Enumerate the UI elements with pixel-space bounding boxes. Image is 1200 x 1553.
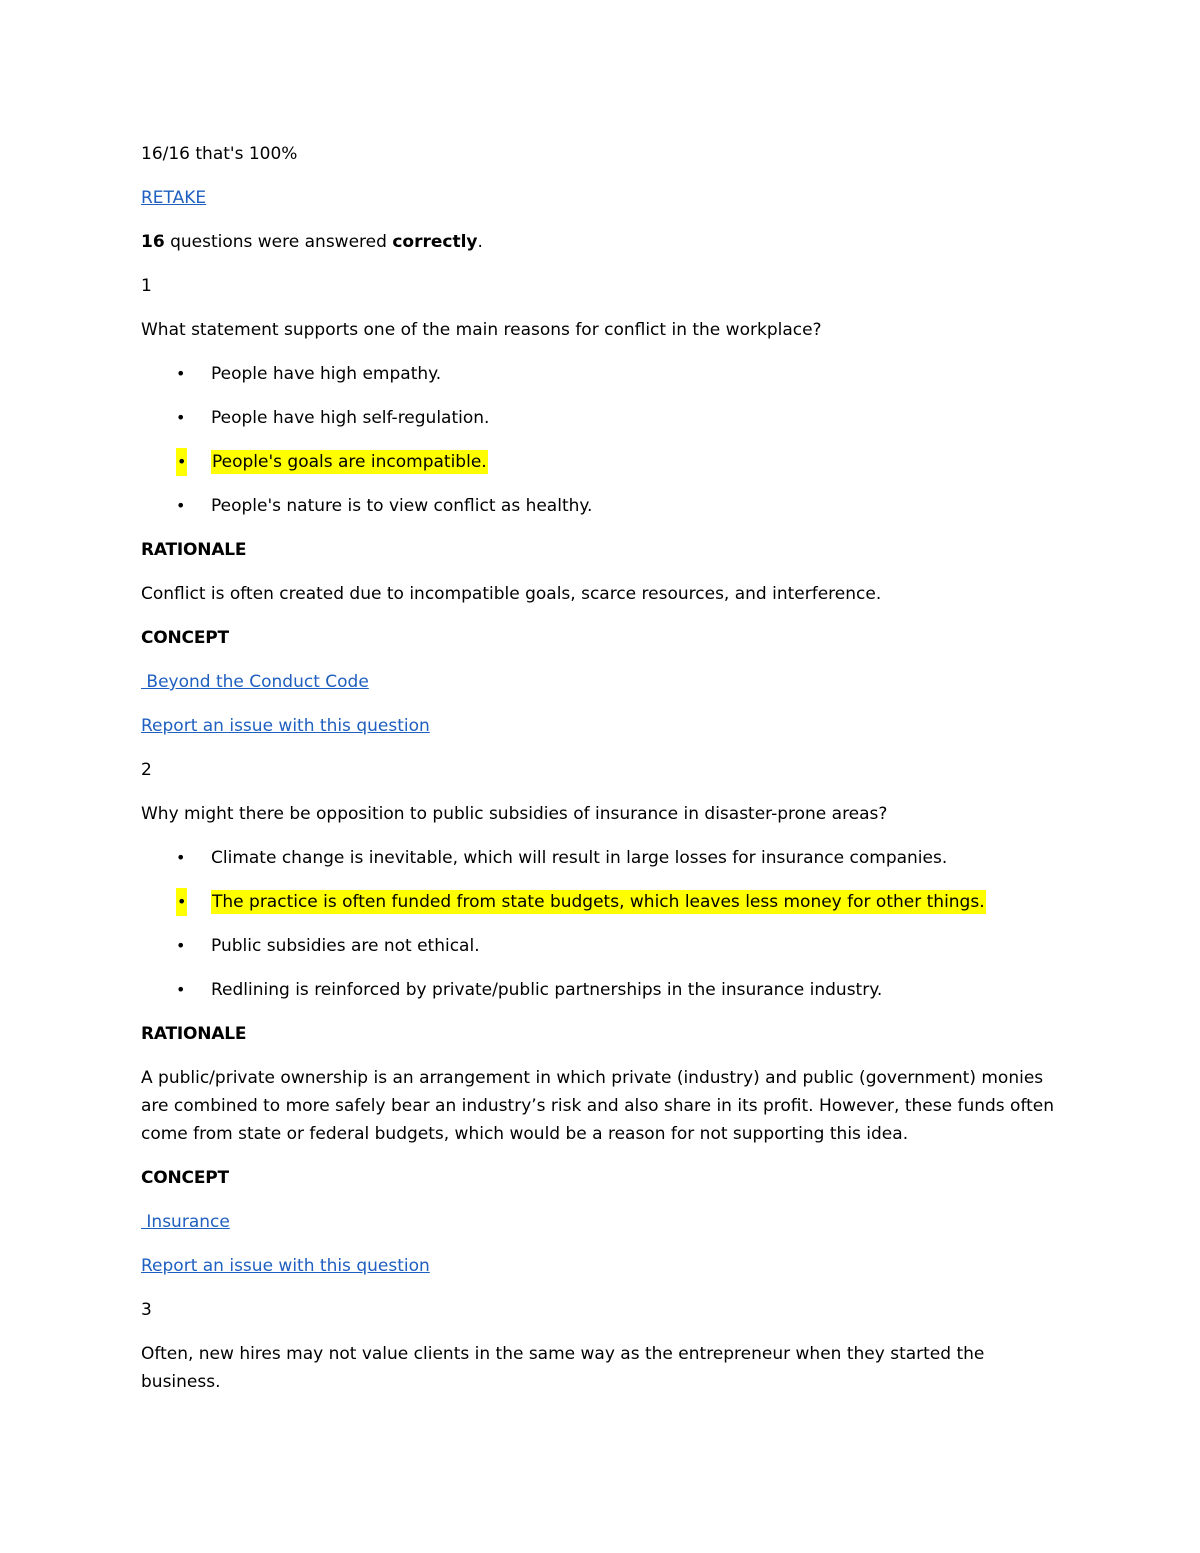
retake-paragraph — [141, 184, 1061, 212]
bullet-icon: • — [176, 936, 186, 955]
answer-option-text: People have high self-regulation. — [211, 408, 490, 428]
summary-end: . — [477, 232, 483, 252]
answer-option-text: People have high empathy. — [211, 364, 442, 384]
answer-option-text: The practice is often funded from state budgets, which leaves less money for other things. — [212, 892, 985, 912]
concept-link[interactable]: Beyond the Conduct Code — [141, 672, 369, 692]
summary-mid: questions were answered — [164, 232, 393, 252]
bullet-icon: • — [176, 848, 186, 867]
answer-option-text: Climate change is inevitable, which will result in large losses for insurance companies. — [211, 848, 948, 868]
answer-option-text: People's goals are incompatible. — [212, 452, 487, 472]
bullet-icon: • — [176, 496, 186, 515]
rationale-heading: RATIONALE — [141, 1024, 247, 1044]
answer-option-text: Redlining is reinforced by private/public partnerships in the insurance industry. — [211, 980, 883, 1000]
report-issue-link[interactable]: Report an issue with this question — [141, 1256, 430, 1276]
concept-heading: CONCEPT — [141, 628, 229, 648]
report-paragraph — [141, 1252, 1061, 1280]
answer-option[interactable] — [141, 844, 1061, 872]
answer-option-correct[interactable] — [141, 888, 1061, 916]
answer-option[interactable] — [141, 360, 1061, 388]
quiz-results-document — [141, 140, 1061, 1412]
concept-heading: CONCEPT — [141, 1168, 229, 1188]
rationale-heading: RATIONALE — [141, 540, 247, 560]
answer-option[interactable] — [141, 492, 1061, 520]
answer-option-correct[interactable] — [141, 448, 1061, 476]
summary-line — [141, 228, 1061, 256]
retake-link[interactable]: RETAKE — [141, 188, 207, 208]
bullet-icon: • — [176, 364, 186, 383]
question-text: Often, new hires may not value clients in the same way as the entrepreneur when they started the business. — [141, 1344, 985, 1392]
bullet-icon: • — [176, 888, 187, 916]
rationale-text: A public/private ownership is an arrangement in which private (industry) and public (government) monies are combined to more safely bear an industry’s risk and also share in its profit. However, these funds often come from state or federal budgets, which would be a reason for not supporting this idea. — [141, 1068, 1055, 1144]
answer-option-text: Public subsidies are not ethical. — [211, 936, 480, 956]
report-paragraph — [141, 712, 1061, 740]
question-number: 1 — [141, 276, 152, 296]
summary-correctly: correctly — [392, 232, 478, 252]
bullet-icon: • — [176, 980, 186, 999]
answer-options — [141, 844, 1061, 1004]
bullet-icon: • — [176, 408, 186, 427]
answer-option[interactable] — [141, 932, 1061, 960]
answer-option[interactable] — [141, 976, 1061, 1004]
question-text: What statement supports one of the main reasons for conflict in the workplace? — [141, 320, 822, 340]
summary-count: 16 — [141, 232, 165, 252]
rationale-text: Conflict is often created due to incompatible goals, scarce resources, and interference. — [141, 584, 882, 604]
question-number: 3 — [141, 1300, 152, 1320]
concept-paragraph — [141, 1208, 1061, 1236]
answer-options — [141, 360, 1061, 520]
report-issue-link[interactable]: Report an issue with this question — [141, 716, 430, 736]
bullet-icon: • — [176, 448, 187, 476]
answer-option[interactable] — [141, 404, 1061, 432]
concept-paragraph — [141, 668, 1061, 696]
score-line: 16/16 that's 100% — [141, 144, 298, 164]
question-text: Why might there be opposition to public subsidies of insurance in disaster-prone areas? — [141, 804, 888, 824]
answer-option-text: People's nature is to view conflict as healthy. — [211, 496, 593, 516]
question-number: 2 — [141, 760, 152, 780]
concept-link[interactable]: Insurance — [141, 1212, 230, 1232]
